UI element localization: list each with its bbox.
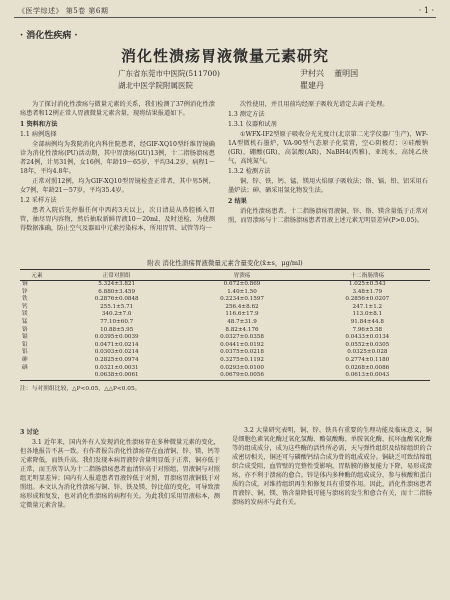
heading-discussion: 3 讨论 (20, 429, 39, 436)
author-list (300, 68, 358, 92)
table-cell (20, 372, 54, 380)
table-cell: 铬 (22, 326, 28, 333)
table-cell: 0.0303±0.0214 (94, 349, 139, 356)
heading-results: 2 结果 (228, 198, 247, 205)
table-cell: 铁 (22, 296, 28, 303)
table-row (20, 319, 430, 327)
results-table-block (20, 258, 430, 392)
author-2: 董明国 (334, 69, 359, 78)
table-row (20, 304, 430, 312)
table-row (20, 334, 430, 342)
table-cell: 钙 (22, 303, 28, 310)
table-cell: 砷 (22, 356, 28, 363)
table-cell: 硒 (22, 364, 28, 371)
subheading-sampling: 1.2 采样方法 (20, 197, 57, 204)
results-table (20, 269, 430, 381)
table-cell: 0.0395±0.0039 (94, 334, 139, 341)
page-number: · 1 · (418, 6, 434, 15)
intro-paragraph: 为了探讨消化性溃疡与微量元素的关系，我们检测了37例消化性溃疡患者和12例正常人胃液微量元素含量，现将结果报道如下。 (20, 101, 215, 117)
table-cell: 7.96±5.58 (352, 326, 383, 333)
table-cell: 0.2856±0.0207 (345, 296, 390, 303)
table-cell: 48.7±31.9 (227, 318, 257, 325)
paragraph-continuation: 次性使用，并且用前均经原子吸收光谱定去离子处理。 (240, 101, 389, 108)
table-row (20, 296, 430, 304)
table-cell: 锰 (22, 318, 28, 325)
table-row (20, 365, 430, 373)
article-title: 消化性溃疡胃液微量元素研究 (120, 47, 329, 65)
paragraph-instruments: ①WFX-IF2型原子吸收分光光度计(北京第二光学仪器厂生产)，WF-1A型微机石墨炉，VA-90型气态原子化装置，空心阴极灯；②硅酸钠(GR)，硼酸(GR)，高氯酸(AR)，NaBH4(西雅)，亚纯水，高纯乙炔气，高纯氮气。 (228, 131, 428, 165)
table-row (20, 327, 430, 335)
table-cell: 0.0375±0.0218 (220, 349, 264, 356)
table-cell: 0.0471±0.0214 (94, 341, 139, 348)
table-cell: 0.2234±0.1597 (220, 296, 264, 303)
table-cell: 0.0293±0.0100 (220, 364, 264, 371)
table-cell: 0.3275±0.1192 (220, 356, 264, 363)
header-rule (14, 17, 436, 18)
table-cell: 0.0613±0.0043 (305, 372, 430, 380)
table-cell: 0.2876±0.0848 (94, 296, 139, 303)
column-left-bottom (20, 426, 220, 511)
table-cell: 255.1±5.71 (100, 303, 134, 310)
table-cell: 77.10±60.7 (100, 318, 134, 325)
table-cell: 0.2774±0.1180 (345, 356, 390, 363)
table-cell: 铅 (22, 341, 28, 348)
table-cell: 0.0552±0.0305 (345, 341, 390, 348)
table-cell: 91.84±44.8 (350, 318, 384, 325)
running-header: 《医学综述》 第5卷 第6期 (18, 7, 109, 15)
table-cell: 113.0±8.1 (352, 311, 383, 318)
subheading-measurement: 1.3 测定方法 (228, 111, 265, 118)
column-right-top (228, 100, 428, 226)
heading-materials-methods: 1 资料和方法 (20, 121, 58, 128)
table-header-element: 元素 (20, 270, 54, 281)
table-cell: 6.880±3.459 (98, 288, 136, 295)
table-row (20, 357, 430, 365)
table-cell: 铝 (22, 349, 28, 356)
table-cell: 8.82±4.176 (225, 326, 259, 333)
table-cell: 0.0433±0.0134 (345, 334, 390, 341)
table-cell: 铜 (22, 281, 28, 287)
paragraph-sampling: 患者入院后先停服任何中西药3天以上，次日清晨从鼻腔插入胃管，抽尽胃内容物，然后抽取新鲜胃液10～20ml，及时送检，为使测得数据准确，防止空气及器皿中元素污染标本，所用胃管、试管等均一 (20, 207, 215, 232)
table-cell: 340.2±7.0 (101, 311, 132, 318)
table-cell: 0.0321±0.0031 (94, 364, 139, 371)
table-cell: 0.0679±0.0056 (179, 372, 304, 380)
affiliation-1: 广东省东莞市中医院(511700) (118, 69, 220, 78)
author-3: 瞿建丹 (300, 81, 324, 90)
table-cell: 0.2825±0.0974 (94, 356, 139, 363)
subheading-detection: 1.3.2 检测方法 (228, 168, 271, 175)
table-header-gastric-ulcer: 胃溃疡 (179, 270, 304, 281)
paragraph-discussion-2: 3.2 大量研究表明，铜、锌、铁具有重要的生理功能及临床意义，铜是细胞色素氧化酶过氧化氢酶、酪氨酸酶、单胺氧化酶、抗坏血酸氧化酶等的组成成分，成为这些酶的活性所必需，天与弹性组织及结缔组织的合成密切相关，铜还可与磷酸钙结合成为骨的组成成分。铜缺乏可致结缔组织合成受阻，血管壁的完整性受影响，胃粘膜的修复能力下降，易形成溃疡，亦不利于溃疡的愈合。锌是体内多种酶的组成成分，参与核酸和蛋白质的合成，对维持组织再生和修复具有重要作用。因此，消化性溃疡患者胃液锌、铜、镁、铬含量降低可能与溃疡的发生和愈合有关，而十二指肠溃疡的发病亦与此有关。 (232, 427, 432, 506)
table-cell: 1.40±1.50 (227, 288, 257, 295)
table-row (20, 281, 430, 289)
table-cell: 0.0325±0.028 (347, 349, 388, 356)
subheading-case-selection: 1.1 病例选择 (20, 131, 57, 138)
paragraph-detection: 铜、锌、铁、钙、锰、镁用火焰原子吸收法；铬、镉、铅、铝采用石墨炉法；砷、硒采用氢化物发生法。 (228, 178, 428, 194)
table-cell: 256.4±8.62 (225, 303, 259, 310)
subheading-instruments: 1.3.1 仪器和试剂 (228, 121, 277, 128)
paragraph-discussion-1: 3.1 近年来，国内外有人发现消化性溃疡存在多种微量元素的变化，但各地报告不甚一致。有作者报告消化性溃疡存在血清铜、锌、镁、钙等元素降低，而铁升高。我们发现本病胃液锌含量明显低于正常，铜亦低于正常，而王欣等认为十二指肠溃疡患者血清锌高于对照组，胃液铜与对照组无明显差异；国内有人报道患者胃液锌低于对照，胃溃疡胃液铜低于对照组。本文认为消化性溃疡与铜、锌、铁及镁、锌比值的变化，可导致溃疡形成和复发，也对消化性溃疡的病程有关。为此我们采用胃液标本，测定微量元素含量。 (20, 439, 220, 509)
table-cell: 镉 (22, 334, 28, 341)
paragraph-controls: 正常对照12例，均为GIF-XQ10型胃镜检查正常者，其中男5例，女7例，年龄21～57岁，平均35.4岁。 (20, 178, 215, 194)
table-header-duodenal-ulcer: 十二指肠溃疡 (305, 270, 430, 281)
table-row (20, 289, 430, 297)
table-cell: 镁 (22, 311, 28, 318)
table-header-control: 正常对照组 (54, 270, 179, 281)
table-cell: 0.0327±0.0358 (220, 334, 264, 341)
table-note: 注：与对照组比较，△P<0.05，△△P<0.05。 (20, 385, 141, 392)
table-body (20, 281, 430, 381)
table-caption: 附表 消化性溃疡胃液微量元素含量变化(x̄±s，μg/ml) (147, 259, 303, 267)
table-cell: 5.324±3.821 (98, 281, 136, 287)
table-cell: 116.6±17.9 (225, 311, 259, 318)
table-row (20, 342, 430, 350)
column-right-bottom (232, 426, 432, 508)
table-cell: 1.025±0.543 (348, 281, 386, 287)
table-row (20, 372, 430, 380)
table-cell: 0.0638±0.0061 (54, 372, 179, 380)
table-row (20, 311, 430, 319)
table-cell: 0.0268±0.0086 (345, 364, 390, 371)
paragraph-results: 消化性溃疡患者、十二指肠溃疡胃液铜、锌、铬、镁含量低于正常对照，而胃溃疡与十二指肠溃疡患者胃液上述元素无明显差异(P>0.05)。 (228, 208, 428, 224)
table-cell: 0.672±0.869 (223, 281, 261, 287)
section-label: · 消化性疾病 · (20, 31, 78, 41)
author-1: 尹村兴 (300, 69, 324, 78)
table-cell: 3.48±1.79 (352, 288, 383, 295)
table-cell: 0.0441±0.0192 (220, 341, 264, 348)
paragraph-cases: 全部病例均为我院消化内科住院患者，经GIF-XQ10型纤维胃镜确诊为消化性溃疡(PU)活动期，其中胃溃疡(GU)13例，十二指肠溃疡患者24例，计男31例，女16例，年龄19～65岁，平均34.2岁，病程1～18年，平均4.8年。 (20, 141, 215, 175)
affiliation-2: 湖北中医学院附属医院 (118, 81, 193, 90)
table-cell: 10.88±5.95 (100, 326, 134, 333)
table-cell: 锌 (22, 288, 28, 295)
column-left-top (20, 100, 215, 234)
table-row (20, 349, 430, 357)
table-cell: 247.1±1.2 (352, 303, 383, 310)
